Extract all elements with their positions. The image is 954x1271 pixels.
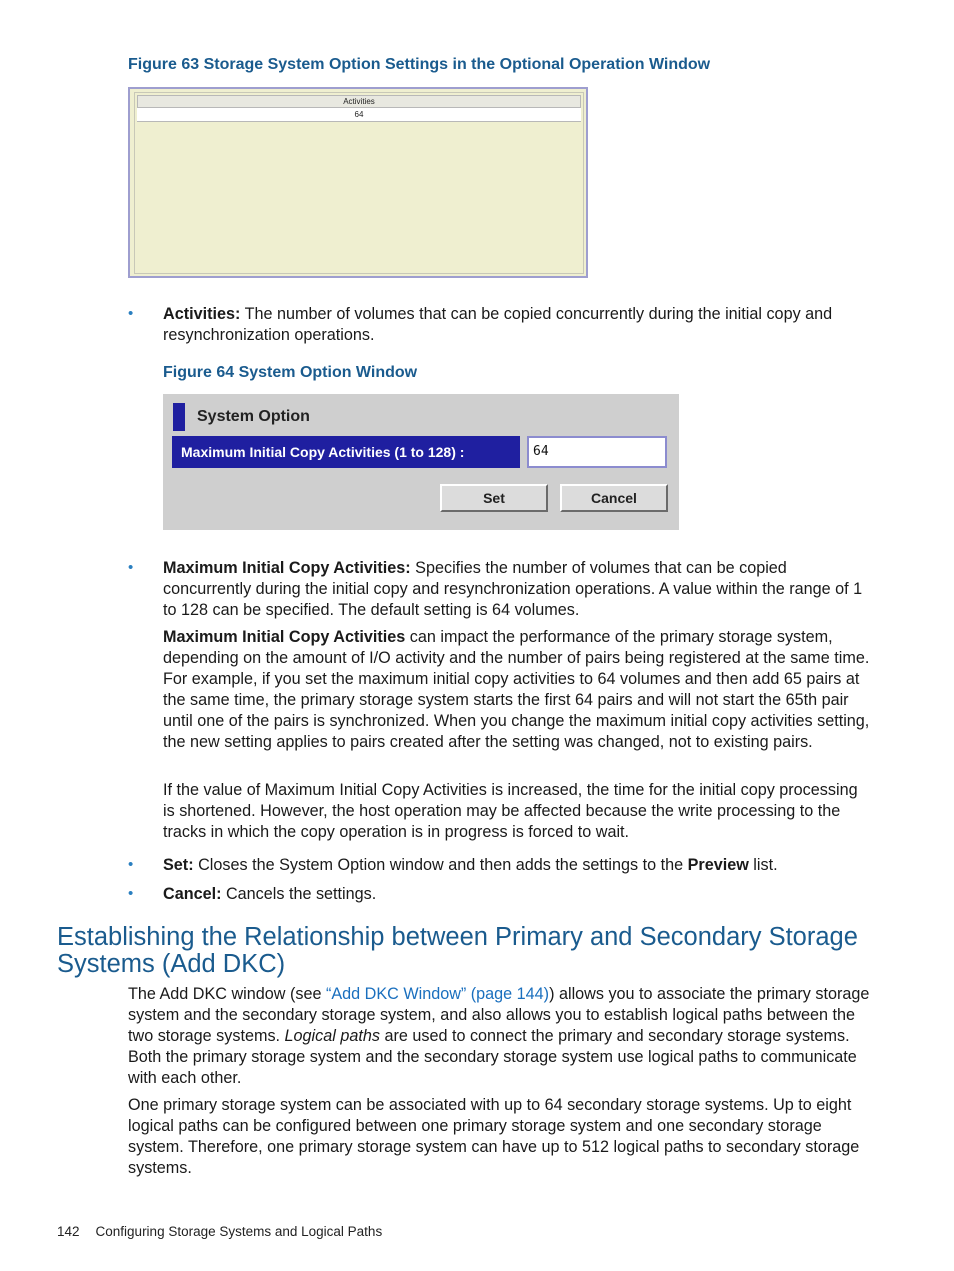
- term-preview: Preview: [687, 856, 749, 874]
- section-heading: Establishing the Relationship between Primary and Secondary Storage Systems (Add DKC): [57, 923, 858, 978]
- term-set: Set:: [163, 856, 194, 874]
- bullet-marker: •: [128, 305, 134, 322]
- p1-middle: ) allows you to associate the primary storage system and the secondary storage system, and also allows you to establish logical paths between the two storage systems.: [128, 985, 870, 1045]
- figure-64-caption: Figure 64 System Option Window: [163, 364, 418, 381]
- page-footer: [57, 1224, 382, 1239]
- bullet-marker: •: [128, 885, 134, 902]
- set-description: [163, 855, 873, 876]
- max-copy-activities-label: Maximum Initial Copy Activities (1 to 128) :: [172, 436, 520, 468]
- term-max-activities: Maximum Initial Copy Activities:: [163, 559, 411, 577]
- set-text: Closes the System Option window and then adds the settings to the: [193, 856, 688, 874]
- term-cancel: Cancel:: [163, 885, 222, 903]
- max-activities-paragraph-text: can impact the performance of the primary storage system, depending on the amount of I/O activity and the number of pairs being registered at the same time. For example, if you set the maximum initial copy activities to 64 volumes and then add 65 pairs at the same time, the primary storage system starts the first 64 pairs and will not start the 65th pair until one of the pairs is synchronized. When you change the maximum initial copy activities setting, the new setting applies to pairs created after the setting was changed, not to existing pairs.: [163, 628, 870, 751]
- activities-column-header[interactable]: Activities: [137, 95, 581, 108]
- figure-63-panel: [128, 87, 588, 278]
- activities-table: [134, 92, 584, 274]
- figure-63-caption: Figure 63 Storage System Option Settings in the Optional Operation Window: [128, 56, 711, 73]
- window-title: System Option: [197, 408, 310, 425]
- add-dkc-paragraph: [128, 984, 873, 1089]
- activities-value-cell[interactable]: 64: [137, 108, 581, 122]
- max-activities-description: [163, 558, 873, 621]
- logical-paths-term: Logical paths: [284, 1027, 380, 1045]
- cancel-text: Cancels the settings.: [221, 885, 377, 903]
- chapter-title: Configuring Storage Systems and Logical Paths: [95, 1224, 383, 1239]
- system-option-window: [163, 394, 679, 530]
- activities-description: [163, 304, 873, 346]
- term-max-activities-2: Maximum Initial Copy Activities: [163, 628, 406, 646]
- set-text-end: list.: [748, 856, 778, 874]
- cancel-description: [163, 884, 873, 905]
- association-paragraph: One primary storage system can be associated with up to 64 secondary storage systems. Up to eight logical paths can be configured between one primary storage system and one secondary storage system. Therefore, one primary storage system can have up to 512 logical paths to secondary storage systems.: [128, 1096, 860, 1177]
- page-number: 142: [57, 1224, 80, 1239]
- add-dkc-window-link[interactable]: “Add DKC Window” (page 144): [325, 985, 550, 1003]
- set-button[interactable]: Set: [440, 484, 548, 512]
- title-marker: [173, 403, 185, 431]
- bullet-marker: •: [128, 559, 134, 576]
- max-copy-activities-input[interactable]: 64: [527, 436, 667, 468]
- p1-start: The Add DKC window (see: [128, 985, 326, 1003]
- cancel-button[interactable]: Cancel: [560, 484, 668, 512]
- term-activities: Activities:: [163, 305, 241, 323]
- max-activities-text: Specifies the number of volumes that can be copied concurrently during the initial copy and resynchronization operations. A value within the range of 1 to 128 can be specified. The default setting is 64 volumes.: [163, 559, 863, 619]
- activities-text: The number of volumes that can be copied concurrently during the initial copy and resynchronization operations.: [163, 305, 833, 344]
- max-activities-increase-paragraph: If the value of Maximum Initial Copy Activities is increased, the time for the initial copy processing is shortened. However, the host operation may be affected because the write processing to the tracks in which the copy operation is in progress is forced to wait.: [163, 781, 858, 841]
- p1-end: are used to connect the primary and secondary storage systems. Both the primary storage system and the secondary storage system use logical paths to communicate with each other.: [128, 1027, 857, 1087]
- bullet-marker: •: [128, 856, 134, 873]
- max-activities-paragraph: [163, 627, 873, 753]
